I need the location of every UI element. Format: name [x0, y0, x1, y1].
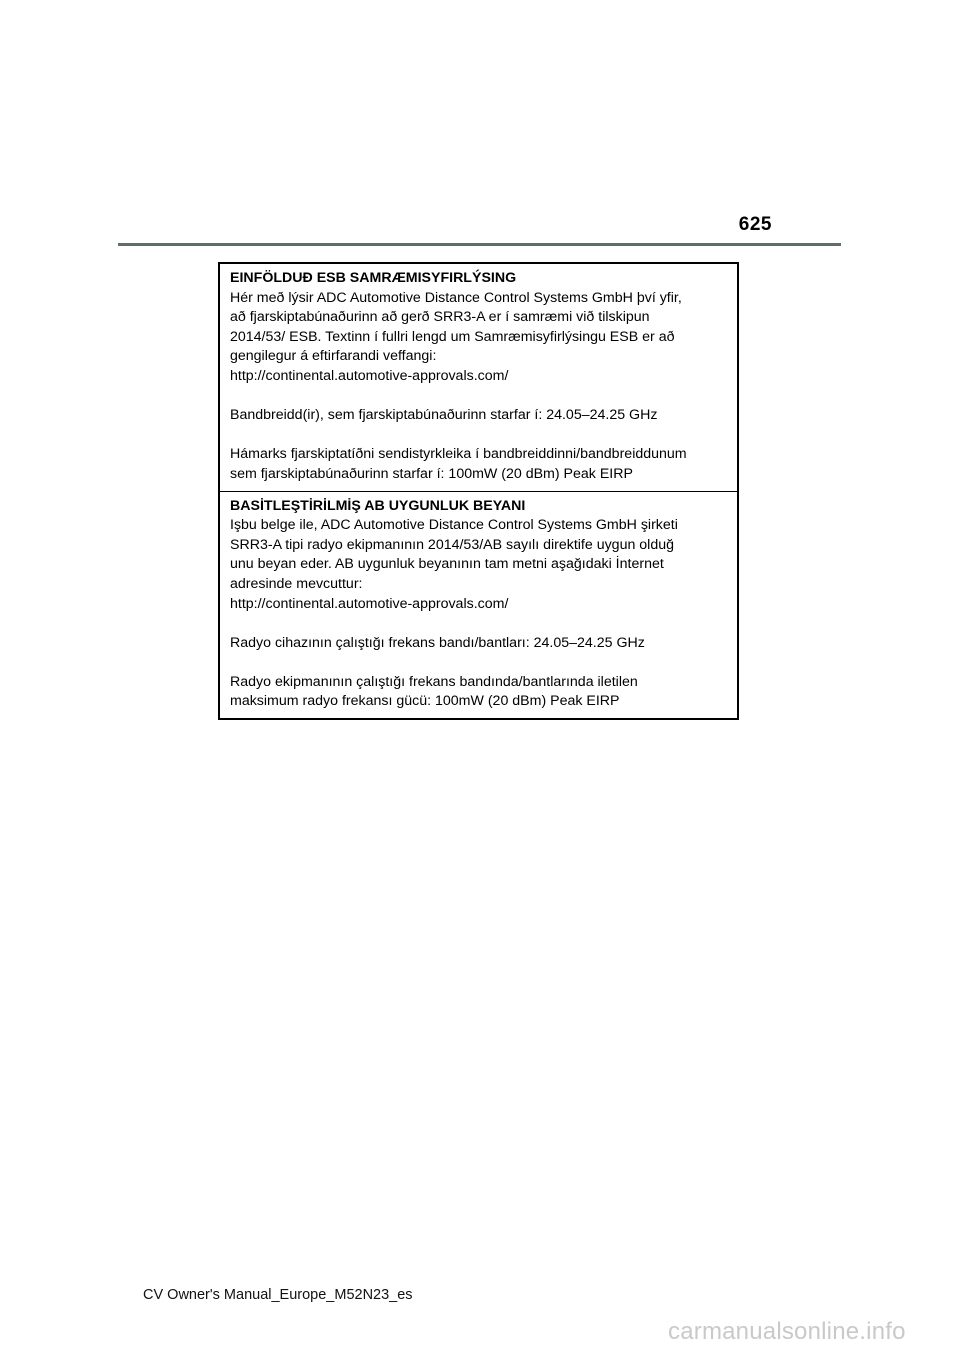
paragraph-gap	[230, 387, 727, 407]
declaration-body-line: Işbu belge ile, ADC Automotive Distance Control Systems GmbH şirketi	[230, 517, 678, 534]
declaration-body-line: gengilegur á eftirfarandi veffangi:	[230, 348, 437, 365]
declaration-body-line: adresinde mevcuttur:	[230, 575, 363, 592]
max-power-line: Hámarks fjarskiptatíðni sendistyrkleika í bandbreiddinni/bandbreiddunum	[230, 446, 687, 463]
declaration-body-line: 2014/53/ ESB. Textinn í fullri lengd um Samræmisyfirlýsingu ESB er að	[230, 328, 675, 345]
declarations-box	[218, 262, 739, 720]
declaration-body-line: SRR3-A tipi radyo ekipmanının 2014/53/AB sayılı direktife uygun olduğ	[230, 536, 675, 553]
declaration-icelandic	[220, 264, 737, 491]
header-rule	[118, 243, 841, 246]
declaration-url: http://continental.automotive-approvals.com/	[230, 367, 509, 384]
paragraph-gap	[230, 653, 727, 673]
declaration-title: EINFÖLDUÐ ESB SAMRÆMISYFIRLÝSING	[230, 270, 517, 286]
footer-document-id: CV Owner's Manual_Europe_M52N23_es	[143, 1287, 413, 1303]
declaration-turkish	[220, 491, 737, 719]
declaration-body-line: unu beyan eder. AB uygunluk beyanının tam metni aşağıdaki İnternet	[230, 556, 664, 573]
max-power-line: Radyo ekipmanının çalıştığı frekans bandında/bantlarında iletilen	[230, 673, 638, 690]
page-number: 625	[738, 214, 772, 235]
declaration-body-line: Hér með lýsir ADC Automotive Distance Control Systems GmbH því yfir,	[230, 289, 682, 306]
paragraph-gap	[230, 614, 727, 634]
declaration-title: BASİTLEŞTİRİLMİŞ AB UYGUNLUK BEYANI	[230, 497, 526, 514]
frequency-band-line: Bandbreidd(ir), sem fjarskiptabúnaðurinn starfar í: 24.05–24.25 GHz	[230, 407, 658, 424]
watermark: carmanualsonline.info	[668, 1318, 906, 1345]
declaration-url: http://continental.automotive-approvals.com/	[230, 595, 509, 612]
declaration-body-line: að fjarskiptabúnaðurinn að gerð SRR3-A er í samræmi við tilskipun	[230, 309, 650, 326]
frequency-band-line: Radyo cihazının çalıştığı frekans bandı/bantları: 24.05–24.25 GHz	[230, 634, 645, 651]
max-power-line: sem fjarskiptabúnaðurinn starfar í: 100mW (20 dBm) Peak EIRP	[230, 465, 633, 482]
max-power-line: maksimum radyo frekansı gücü: 100mW (20 dBm) Peak EIRP	[230, 693, 620, 710]
paragraph-gap	[230, 426, 727, 446]
